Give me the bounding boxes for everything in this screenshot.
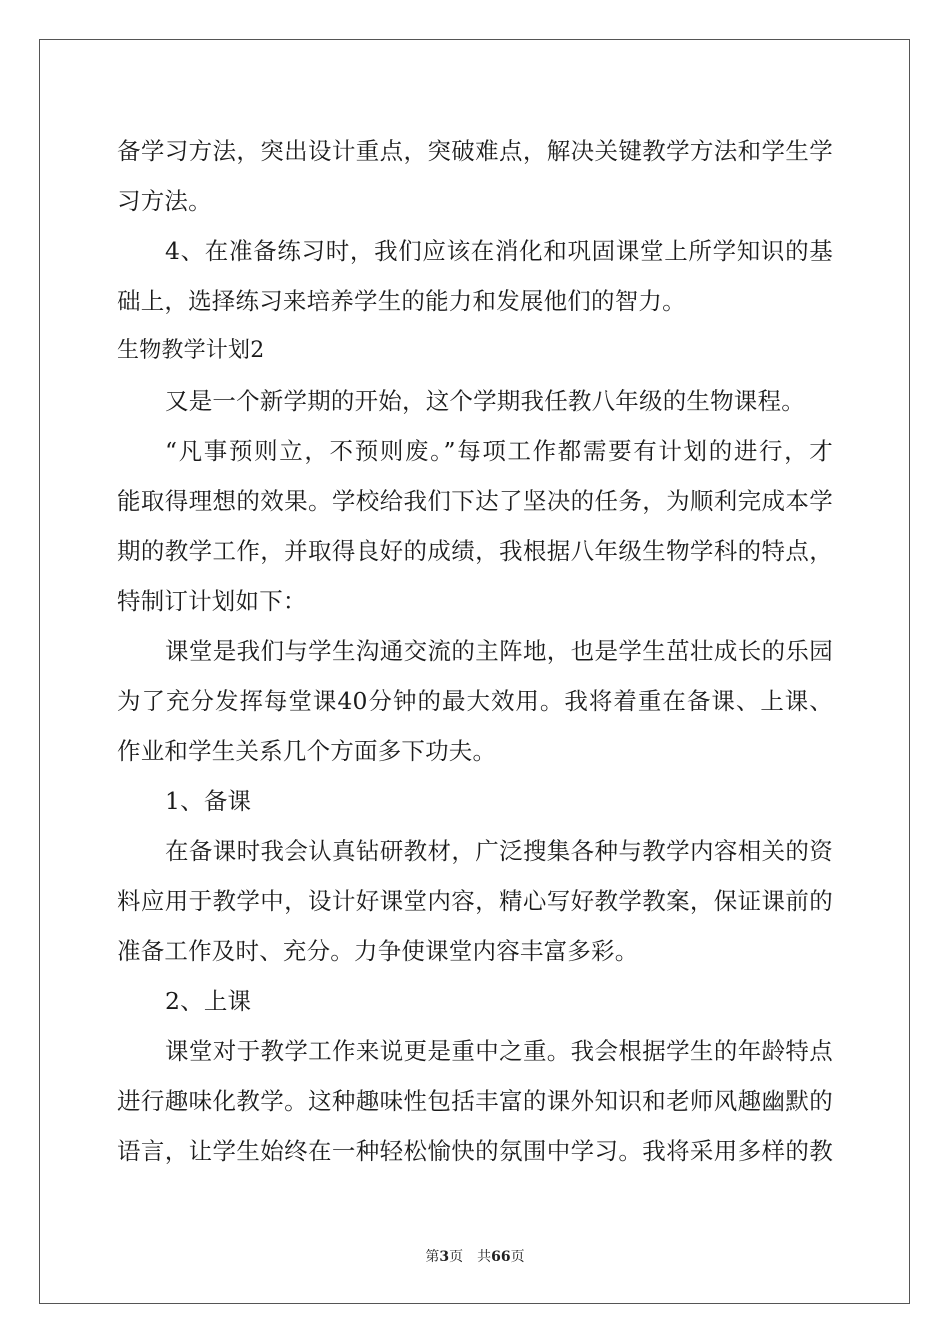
text-line: 又是一个新学期的开始，这个学期我任教八年级的生物课程。 xyxy=(165,387,805,415)
text-line: 课堂是我们与学生沟通交流的主阵地，也是学生茁壮成长的乐园 xyxy=(165,637,833,665)
text-line: 课堂对于教学工作来说更是重中之重。我会根据学生的年龄特点 xyxy=(165,1037,833,1065)
text-line: 料应用于教学中，设计好课堂内容，精心写好教学教案，保证课前的 xyxy=(117,887,833,915)
text-line: 备学习方法，突出设计重点，突破难点，解决关键教学方法和学生学 xyxy=(117,137,833,165)
text-line: “凡事预则立，不预则废。”每项工作都需要有计划的进行，才 xyxy=(165,437,833,465)
page-prefix: 第 xyxy=(425,1249,440,1265)
text-line: 础上，选择练习来培养学生的能力和发展他们的智力。 xyxy=(117,287,686,315)
page-number: 3 xyxy=(439,1249,450,1265)
text-line: 能取得理想的效果。学校给我们下达了坚决的任务，为顺利完成本学 xyxy=(117,487,833,515)
text-line: 作业和学生关系几个方面多下功夫。 xyxy=(117,737,497,765)
text-line: 准备工作及时、充分。力争使课堂内容丰富多彩。 xyxy=(117,937,639,965)
section-heading: 生物教学计划2 xyxy=(117,338,265,363)
text-line: 在备课时我会认真钻研教材，广泛搜集各种与教学内容相关的资 xyxy=(165,837,833,865)
text-line: 语言，让学生始终在一种轻松愉快的氛围中学习。我将采用多样的教 xyxy=(117,1137,833,1165)
text-line: 特制订计划如下： xyxy=(117,587,307,615)
subsection-heading: 2、上课 xyxy=(165,987,252,1015)
subsection-heading: 1、备课 xyxy=(165,787,252,815)
text-line: 4、在准备练习时，我们应该在消化和巩固课堂上所学知识的基 xyxy=(165,237,833,265)
total-suffix: 页 xyxy=(510,1249,525,1265)
page-suffix: 页 xyxy=(449,1249,464,1265)
text-line: 为了充分发挥每堂课40分钟的最大效用。我将着重在备课、上课、 xyxy=(117,687,833,715)
total-pages: 66 xyxy=(491,1249,511,1265)
text-line: 期的教学工作，并取得良好的成绩，我根据八年级生物学科的特点， xyxy=(117,537,833,565)
document-body xyxy=(117,126,833,1176)
total-prefix: 共 xyxy=(477,1249,492,1265)
text-line: 进行趣味化教学。这种趣味性包括丰富的课外知识和老师风趣幽默的 xyxy=(117,1087,833,1115)
page-footer xyxy=(0,1246,950,1266)
text-line: 习方法。 xyxy=(117,187,212,215)
